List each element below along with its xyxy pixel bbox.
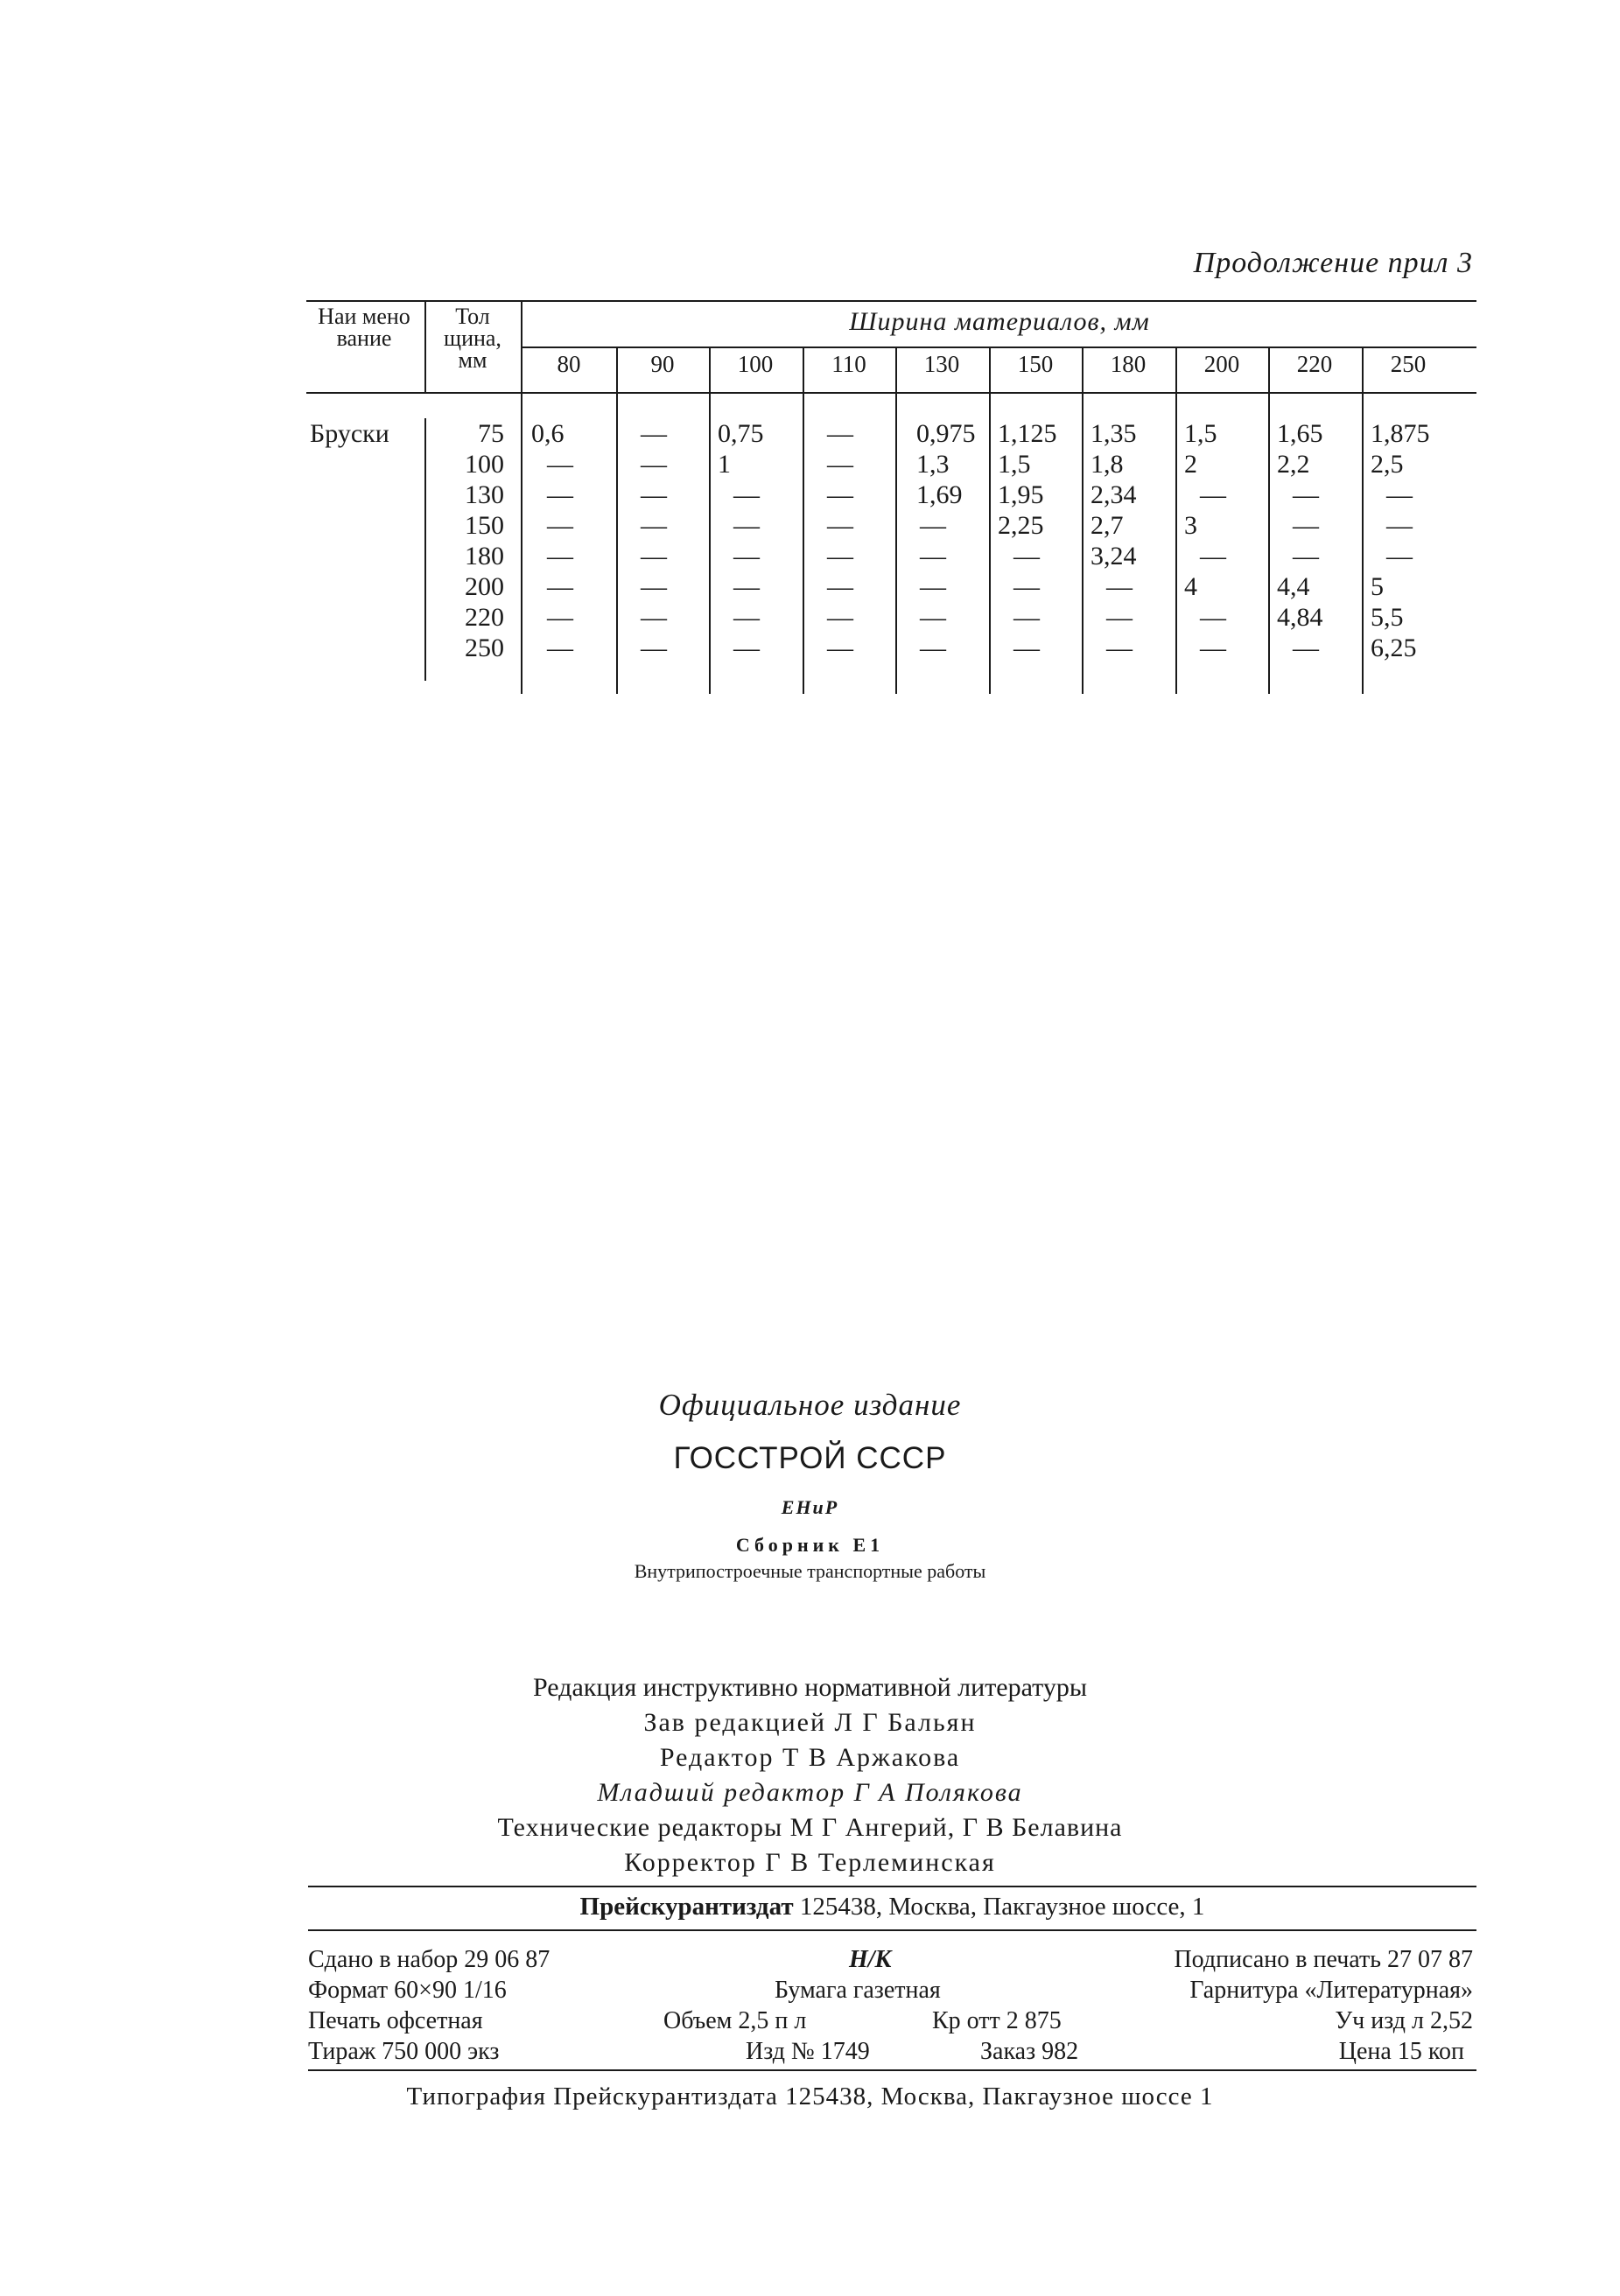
table-cell: — [1106,572,1133,601]
table-vrule [616,348,618,694]
nk-mark: Н/К [849,1946,892,1973]
table-cell: — [1386,480,1413,509]
table-cell: 3 [1184,511,1197,540]
table-cell: — [827,634,853,662]
table-cell: — [1200,542,1226,570]
publisher-sheets: Уч изд л 2,52 [1335,2007,1473,2034]
signed-for-print: Подписано в печать 27 07 87 [1174,1946,1473,1973]
table-cell: — [641,542,667,570]
table-cell: 2,5 [1371,450,1404,479]
table-cell: — [641,480,667,509]
table-cell: — [827,419,853,448]
width-header-rule [521,346,1476,348]
table-cell: 0,975 [916,419,976,448]
table-cell: — [1013,542,1040,570]
width-column-header: 150 [1017,351,1054,377]
volume: Объем 2,5 п л [663,2007,807,2034]
table-vrule [424,300,426,394]
table-cell: 5,5 [1371,603,1404,632]
table-cell: — [547,572,573,601]
order-number: Заказ 982 [980,2038,1079,2065]
cr-impressions: Кр отт 2 875 [932,2007,1062,2034]
thickness-cell: 220 [465,603,504,632]
table-cell: — [547,603,573,632]
table-cell: — [1013,572,1040,601]
publisher-line [308,1893,1476,1922]
table-cell: 4,84 [1277,603,1323,632]
table-cell: — [920,572,946,601]
width-header: Ширина материалов, мм [849,307,1150,336]
table-cell: 2,7 [1091,511,1124,540]
width-column-header: 200 [1203,351,1240,377]
table-cell: — [1013,634,1040,662]
table-cell: — [1200,480,1226,509]
table-cell: — [1200,603,1226,632]
format: Формат 60×90 1/16 [308,1977,507,2004]
table-vrule [1362,348,1364,694]
organization: ГОССТРОЙ СССР [673,1441,947,1475]
table-cell: — [733,572,760,601]
table-cell: 4,4 [1277,572,1310,601]
table-cell: — [1013,603,1040,632]
paper: Бумага газетная [775,1977,941,2004]
table-top-rule [306,300,1476,302]
publisher-name: Прейскурантиздат [579,1893,794,1921]
table-cell: 4 [1184,572,1197,601]
official-edition: Официальное издание [658,1388,962,1422]
width-column-header: 110 [831,351,866,377]
credit-line: Корректор Г В Терлеминская [624,1848,996,1877]
table-cell: 5 [1371,572,1384,601]
printer-line: Типография Прейскурантиздата 125438, Москва, Пакгаузное шоссе 1 [406,2082,1214,2110]
width-column-header: 80 [557,351,581,377]
table-cell: — [641,603,667,632]
table-cell: — [827,572,853,601]
table-vrule [709,348,711,694]
table-cell: 1,125 [998,419,1057,448]
table-cell: — [1293,542,1319,570]
table-cell: — [641,419,667,448]
price: Цена 15 коп [1338,2038,1464,2065]
table-vrule [1082,348,1084,694]
table-cell: 1 [718,450,731,479]
table-cell: — [733,480,760,509]
row-label: Бруски [310,419,389,448]
table-cell: — [641,511,667,540]
column-header-thickness: Тол щина, мм [444,304,501,373]
table-cell: — [827,542,853,570]
table-cell: — [641,572,667,601]
table-cell: — [1386,542,1413,570]
thickness-cell: 130 [465,480,504,509]
table-cell: — [920,542,946,570]
width-column-header: 130 [923,351,960,377]
credit-line: Технические редакторы М Г Ангерий, Г В Белавина [497,1813,1123,1842]
table-cell: — [827,480,853,509]
typeface: Гарнитура «Литературная» [1189,1977,1473,2004]
table-vrule [803,348,804,694]
credit-line: Редактор Т В Аржакова [659,1743,961,1772]
table-cell: — [920,603,946,632]
thickness-cell: 75 [478,419,504,448]
table-cell: — [827,511,853,540]
thickness-cell: 100 [465,450,504,479]
table-cell: — [827,603,853,632]
table-cell: 2,25 [998,511,1044,540]
table-cell: — [547,634,573,662]
credit-line: Младший редактор Г А Полякова [597,1778,1023,1807]
print-run: Тираж 750 000 экз [308,2038,500,2065]
width-column-header: 100 [737,351,774,377]
table-cell: — [547,480,573,509]
print-method: Печать офсетная [308,2007,483,2034]
table-cell: 1,35 [1091,419,1137,448]
table-cell: — [1200,634,1226,662]
publisher-address: 125438, Москва, Пакгаузное шоссе, 1 [799,1893,1205,1921]
thickness-cell: 250 [465,634,504,662]
table-cell: — [733,603,760,632]
table-cell: 6,25 [1371,634,1417,662]
table-cell: — [1106,634,1133,662]
table-cell: — [547,450,573,479]
table-cell: — [1106,603,1133,632]
thickness-cell: 150 [465,511,504,540]
series-title: ЕНиР [781,1496,839,1518]
table-cell: — [547,511,573,540]
width-column-header: 180 [1110,351,1147,377]
table-cell: 1,95 [998,480,1044,509]
thickness-cell: 180 [465,542,504,570]
publication-number: Изд № 1749 [746,2038,870,2065]
table-cell: 0,75 [718,419,764,448]
credit-line: Зав редакцией Л Г Бальян [643,1708,977,1737]
table-cell: 0,6 [531,419,565,448]
collection-subtitle: Внутрипостроечные транспортные работы [634,1560,986,1582]
table-cell: — [920,511,946,540]
table-cell: 1,5 [998,450,1031,479]
table-cell: 3,24 [1091,542,1137,570]
table-cell: 2,34 [1091,480,1137,509]
table-vrule [1268,348,1270,694]
table-vrule [895,348,897,694]
table-cell: — [547,542,573,570]
table-vrule [1175,348,1177,694]
divider [308,1929,1476,1931]
width-column-header: 90 [650,351,675,377]
table-cell: 1,8 [1091,450,1124,479]
credit-line: Редакция инструктивно нормативной литературы [532,1673,1088,1702]
width-column-header: 220 [1296,351,1333,377]
divider [308,2069,1476,2071]
table-header-rule [306,392,1476,394]
column-header-name: Наи мено вание [318,304,410,351]
table-cell: — [1386,511,1413,540]
table-vrule [424,418,426,681]
table-cell: — [641,634,667,662]
table-cell: — [1293,480,1319,509]
table-cell: — [641,450,667,479]
table-cell: — [1293,634,1319,662]
table-cell: — [733,634,760,662]
collection-title: Сборник Е1 [735,1534,885,1556]
divider [308,1886,1476,1887]
thickness-cell: 200 [465,572,504,601]
table-cell: — [1293,511,1319,540]
table-cell: — [733,511,760,540]
table-cell: 2,2 [1277,450,1310,479]
table-cell: 1,65 [1277,419,1323,448]
table-cell: — [733,542,760,570]
continuation-note: Продолжение прил 3 [1193,247,1473,279]
table-cell: 1,69 [916,480,963,509]
table-cell: 2 [1184,450,1197,479]
table-cell: — [920,634,946,662]
table-cell: — [827,450,853,479]
table-cell: 1,3 [916,450,950,479]
width-column-header: 250 [1390,351,1427,377]
table-cell: 1,875 [1371,419,1430,448]
sent-to-typesetting: Сдано в набор 29 06 87 [308,1946,551,1973]
rates-table [306,300,1476,694]
table-vrule [989,348,991,694]
table-cell: 1,5 [1184,419,1217,448]
